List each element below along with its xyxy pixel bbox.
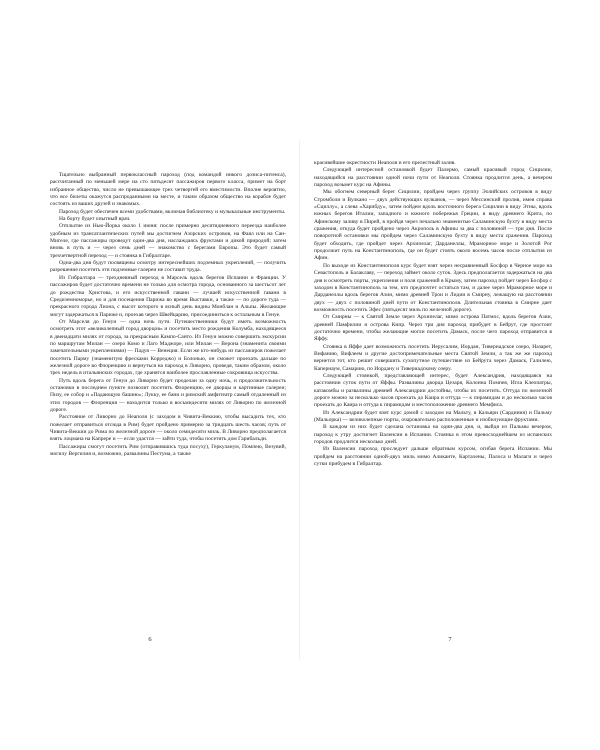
right-page-text xyxy=(314,160,552,468)
paragraph: Пароход будет обеспечен всеми удобствами, включая библиотеку и музыкальные инструменты. xyxy=(59,208,286,215)
paragraph: Пассажиры смогут посетить Рим (отправившись туда посуху), Геркуланум, Помпею, Везувий, могилу Вергилия и, возможно, развалины Пестума, а также xyxy=(50,443,286,458)
paragraph: Из Александрии будет взят курс домой с заходом на Мальту, в Кальяри (Сардиния) и Пальму (Мальорка) — великолепные порты, очаровательно расположенные и изобилующие фруктами. xyxy=(314,409,552,424)
left-page-text xyxy=(50,172,286,458)
paragraph: Путь вдоль берега от Генуи до Ливорно будет проделан за одну ночь, и продолжительность остановки в последнем пункте позволит посетить Флоренцию, ее дворцы и картинные галереи; Пизу, ее собор и «Падающую башню»; Лукку, ее бани и римский амфитеатр самый отдаленный из этих городов — Флоренция — находится только в восьмидесяти милях от Ливорно по железной дороге. xyxy=(50,377,286,413)
paragraph: Тщательно выбранный первоклассный пароход (под командой никого дозиса-питенса), рассчитанный по меньшей мере на сто пятьдесят пассажиров первого класса, примет на борт избранное общество, число не превышающее трех четвертей его вместимости. Вполне вероятно, что все билеты окажутся распроданными на месте, и таким образом общество на корабле будет состоять из ваших друзей и знакомых. xyxy=(50,172,286,208)
paragraph: На борту будет опытный врач. xyxy=(59,216,131,223)
paragraph: Стоянка в Яффе дает возможность посетить Иерусалим, Иордан, Тивериадское озеро, Назарет, Вифанию, Вифлеем и другие достопримечательные места Святой Земли, а так же же пароход вернется тот, кто решит совершить сухопутное путешествие из Бейрута через Дамаск, Галилею, Капернаум, Самарию, по Иордану и Тивериадскому озеру. xyxy=(314,343,552,372)
paragraph: В каждом из них будет сделана остановка на один-два дня, и, выйдя из Пальмы вечером, пароход к утру достигнет Валенсии в Испании. Стоянка в этом превосходнейшем из испанских городов продлится несколько дней. xyxy=(314,424,552,446)
paragraph: Следующей стоянкой, представляющей интерес, будет Александрия, находящаяся на расстоянии суток пути от Яффы. Развалины дворца Цезаря, Колонна Помпея, Игла Клеопатры, катакомбы и развалины древней Александрии достойны, чтобы их посетить. Оттуда по железной дороге можно за несколько часов проехать до Каира и оттуда — к пирамидам и до несколько часов проехать до Каира и оттуда к пирамидам и местоположение древнего Мемфиса. xyxy=(314,372,552,409)
paragraph: Из Валенсии пароход проследует дальше обратным курсом, огибая берега Испании. Мы пройдем на расстоянии одной-двух миль мимо Аликанте, Картахены, Палоса и Малаги и через сутки прибудем в Гибралтар. xyxy=(314,446,552,468)
paragraph: Расстояние от Ливорно до Неаполя (с заходом в Чивита-Веккию, чтобы высадить тех, кто пожелает отправиться отсюда в Рим) будет пройдено примерно за тридцать шесть часов; путь от Чивита-Веккии до Рима по железной дороге — около семидесяти миль. В Ливорно предполагается взять лоцмана на Капрере и — если удастся — зайти туда, чтобы посетить дом Гарибальди. xyxy=(50,414,286,443)
right-page xyxy=(300,0,600,750)
paragraph: По выходе из Константинополя курс будет взят через несравненный Босфор в Черное море на Севастополь и Балаклаву, — переход займет около суток. Здесь предполагается задержаться на два дня и осмотреть порты, укрепления и поля сражений в Крыму, затем пароход пойдет через Босфор с заходом в Константинополь за тем, кто предпочтет остаться там, и далее через Мраморное море и Дарданеллы вдоль берегов Азии, мимо древней Трои и Лидии в Смирну, лежащую на расстоянии двух — двух с половиной дней пути от Константинополя. Длительная стоянка в Смирне дает возможность посетить Эфес (пятьдесят миль по железной дороге). xyxy=(314,262,552,313)
paragraph: От Смирны — к Святой Земле через Архипелаг, мимо острова Патмос, вдоль берегов Азии, древней Памфилии и острова Кипр. Через три дня пароход прибудет в Бейрут, где простоит достаточно времени, чтобы желающие могли посетить Дамаск, после чего пароход отправится в Яффу. xyxy=(314,314,552,343)
paragraph: Следующей интересной остановкой будет Палермо, самый красивый город Сицилии, находящийся на расстоянии одной ночи пути от Неаполя. Стоянка продлится день, а вечером пароход возьмет курс на Афины. xyxy=(314,167,552,189)
paragraph: красивейшие окрестности Неаполя и его прелестный залив. xyxy=(314,160,456,166)
paragraph: Из Гибралтара — трехдневный переход в Марсель вдоль берегов Испании и Франции. У пассажиров будет достаточно времени не только для осмотра города, основанного за шестьсот лет до рождества Христова, и его искусственной гавани — лучшей искусственной гавани в Средиземноморье, но и для посещения Парижа во время Выставки, а также — по дороге туда — прекрасного города Лиона, с высот которого в ясный день видны Монблан и Альпы. Желающие могут задержаться в Париже и, проехав через Швейцарию, присоединиться к остальным в Генуе. xyxy=(50,274,286,318)
page-number: 6 xyxy=(148,636,152,643)
paragraph: Мы обогнем северный берег Сицилии, пройдем через группу Эолийских островов в виду Стромболи и Вулкано — двух действующих вулканов, — через Мессинский пролив, имея справа «Сциллу», а слева «Харибду», затем пойдем вдоль восточного берега Сицилии в виду Этны, вдоль южных берегов Италии, западного и южного побережья Греции, в виду древнего Крита, по Афинскому заливу в Пирей, в пройдя через печально знаменитые Саламинскую бухту в виду места сражения, откуда будет пройдено через Акрополь в Афины за два с половиной — три дня. После поворотной остановки мы пройдем через Саламинскую бухту в виду места сражения. Пароход будет обходить, где пройдет через Архипелаг, Дарданеллы, Мраморное море и Золотой Рог продолжит путь на Константинополь, где он будет стоять около восемь часов после отплытия из Афин. xyxy=(314,189,552,262)
page-number: 7 xyxy=(448,636,452,643)
paragraph: Одна-два дня будут посвящены осмотру интереснейших подземных укреплений, — получить разрешение посетить эти подземные галереи не составит труда. xyxy=(50,260,286,274)
paragraph: От Марселя до Генуи — одна ночь пути. Путешественники будут иметь возможность осмотреть этот «великолепный город дворцов» и посетить место рождения Колумба, находящееся в двенадцати милях от города, за прекрасным Кампо-Санто. Из Генуи можно совершить экскурсии по маршрутам Милан — озеро Комо и Лаго Маджоре, или Милан — Верона (знаменита своими замечательными укреплениями) — Падуя — Венеция. Если же кто-нибудь из пассажиров пожелает посетить Парму (знаменитую фресками Корреджо) и Болонью, он сможет проехать дальше по железной дороге во Флоренцию и вернуться на пароход в Ливорно, проведя, таким образом, около трех недель в итальянских городах, где хранятся наиболее прославленные сокровища искусства. xyxy=(50,318,286,377)
paragraph: Отплытие из Нью-Йорка около 1 июня: после примерно десятидневного переезда наиболее удобным из трансатлантических путей мы достигнем Азорских островов, на Фаял или на Сан-Мигеле, где пассажиры проведут один-два дня, наслаждаясь фруктами и дикой природой; затем вновь в путь и — через семь дней — знакомство с берегами Европы. Это будет самый трехчетвертной переход — и стоянка в Гибралтаре. xyxy=(50,223,286,259)
